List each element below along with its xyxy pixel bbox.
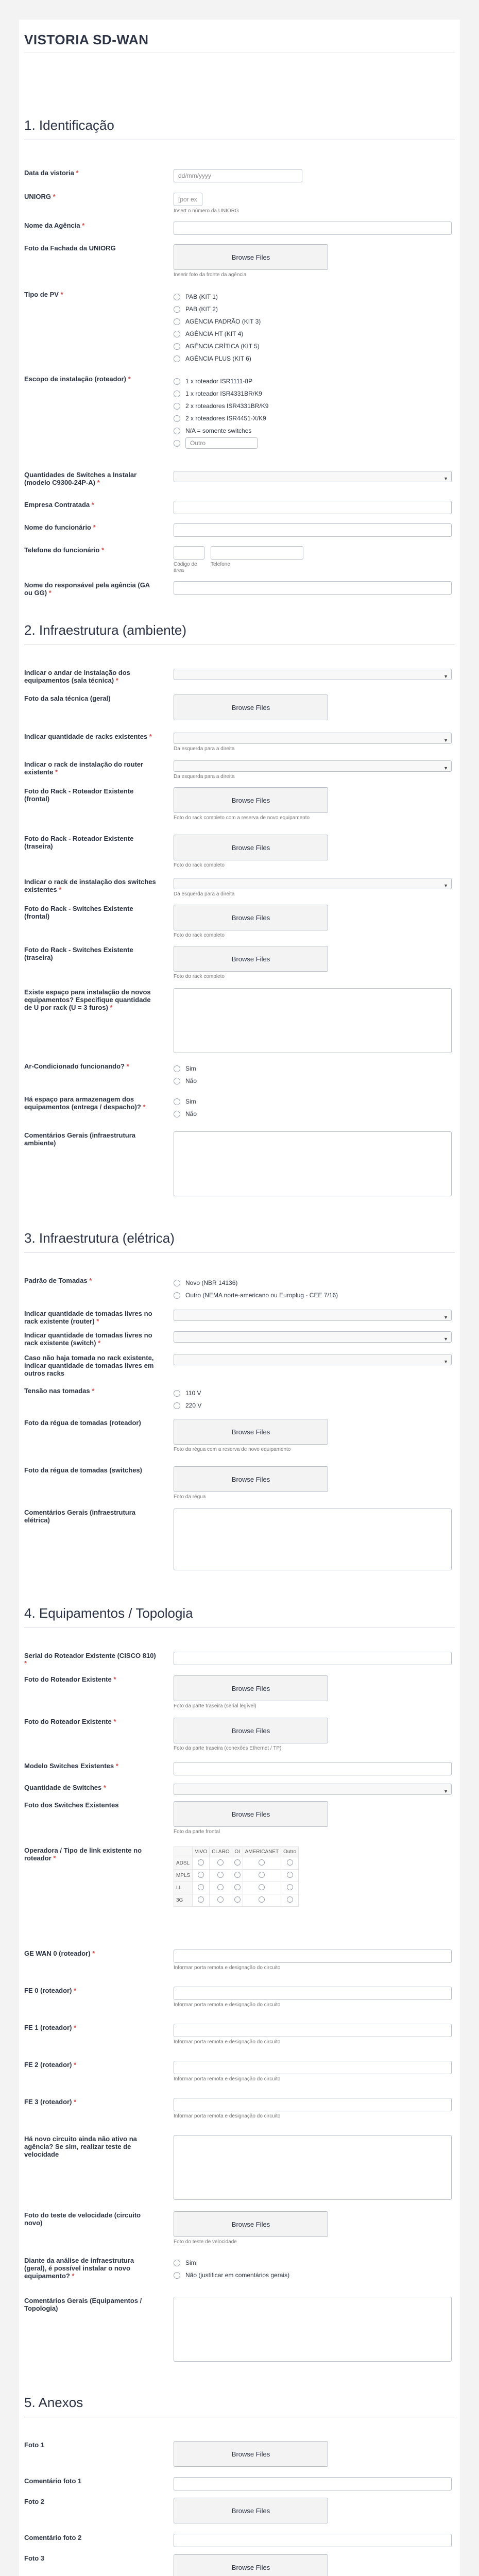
radio-option[interactable]: 220 V xyxy=(174,1399,452,1412)
label: Telefone do funcionário xyxy=(24,546,100,554)
radio-option[interactable]: Não xyxy=(174,1075,452,1087)
espaco-textarea[interactable] xyxy=(174,988,452,1053)
chevron-down-icon: ▼ xyxy=(443,674,448,679)
form-title: VISTORIA SD-WAN xyxy=(24,32,149,47)
label: Comentários Gerais (Equipamentos / Topologia) xyxy=(24,2297,142,2312)
radio-option[interactable]: Outro (NEMA norte-americano ou Europlug - CEE 7/16) xyxy=(174,1289,452,1301)
browse-files-button[interactable]: Browse Files xyxy=(174,1419,328,1445)
matrix-radio[interactable] xyxy=(287,1859,293,1866)
matrix-radio[interactable] xyxy=(198,1859,204,1866)
sublabel: Foto do teste de velocidade xyxy=(174,2239,237,2245)
label: Comentários Gerais (infraestrutura elétrica) xyxy=(24,1509,136,1524)
label: Foto do Rack - Switches Existente (frontal) xyxy=(24,905,133,920)
chevron-down-icon: ▼ xyxy=(443,766,448,771)
radio-option[interactable]: PAB (KIT 1) xyxy=(174,291,452,303)
label: Diante da análise de infraestrutura (geral), é possível instalar o novo equipamento? xyxy=(24,2257,134,2280)
label: Tipo de PV xyxy=(24,291,59,298)
label: Escopo de instalação (roteador) xyxy=(24,375,126,383)
required-star: * xyxy=(110,1004,113,1011)
section-infra-ambiente xyxy=(24,622,455,645)
label: Nome do responsável pela agência (GA ou GG) xyxy=(24,581,150,597)
radio-circle[interactable] xyxy=(174,306,180,313)
label: Foto do Roteador Existente xyxy=(24,1718,112,1725)
browse-files-button[interactable]: Browse Files xyxy=(174,1466,328,1492)
required-star: * xyxy=(92,1950,95,1957)
label: Comentários Gerais (infraestrutura ambiente) xyxy=(24,1131,136,1147)
select-dropdown[interactable] xyxy=(174,733,452,744)
section-anexos xyxy=(24,2395,455,2417)
radio-circle[interactable] xyxy=(174,1390,180,1397)
label: Ar-Condicionado funcionando? xyxy=(24,1062,125,1070)
section-title: 3. Infraestrutura (elétrica) xyxy=(24,1230,455,1253)
sublabel: Da esquerda para a direita xyxy=(174,774,235,779)
chevron-down-icon: ▼ xyxy=(443,1789,448,1794)
matrix-row-header: LL xyxy=(174,1882,193,1894)
label: Comentário foto 1 xyxy=(24,2477,82,2485)
label: UNIORG xyxy=(24,193,51,200)
required-star: * xyxy=(72,2272,75,2280)
matrix-radio[interactable] xyxy=(217,1859,224,1866)
required-star: * xyxy=(103,1784,106,1791)
label: Indicar quantidade de tomadas livres no rack existente (switch) xyxy=(24,1331,152,1347)
radio-option[interactable]: 1 x roteador ISR1111-8P xyxy=(174,375,452,387)
sublabel: Código de área xyxy=(174,562,197,573)
section-identificacao xyxy=(24,117,455,140)
label: Quantidades de Switches a Instalar (modelo C9300-24P-A) xyxy=(24,471,137,486)
comentario-input[interactable] xyxy=(174,2534,452,2547)
browse-files-button[interactable]: Browse Files xyxy=(174,1718,328,1743)
browse-files-button[interactable]: Browse Files xyxy=(174,2498,328,2523)
browse-files-button[interactable]: Browse Files xyxy=(174,946,328,972)
matrix-radio[interactable] xyxy=(198,1872,204,1878)
sublabel: Foto da régua xyxy=(174,1494,206,1500)
label: Indicar quantidade de tomadas livres no rack existente (router) xyxy=(24,1310,152,1325)
radio-option[interactable]: AGÊNCIA PLUS (KIT 6) xyxy=(174,352,452,365)
required-star: * xyxy=(128,375,131,383)
matrix-radio[interactable] xyxy=(234,1884,241,1890)
sublabel: Foto da parte traseira (serial legível) xyxy=(174,1703,256,1709)
required-star: * xyxy=(113,1675,116,1683)
radio-option[interactable]: AGÊNCIA HT (KIT 4) xyxy=(174,328,452,340)
radio-circle[interactable] xyxy=(174,1078,180,1084)
sublabel: Foto do rack completo xyxy=(174,933,225,938)
required-star: * xyxy=(126,1062,129,1070)
label: Foto 1 xyxy=(24,2441,44,2449)
radio-circle[interactable] xyxy=(174,2260,180,2266)
required-star: * xyxy=(60,291,63,298)
sublabel: Informar porta remota e designação do circuito xyxy=(174,2039,281,2045)
label: Foto da sala técnica (geral) xyxy=(24,694,111,702)
comentario-input[interactable] xyxy=(174,2477,452,2490)
select-dropdown[interactable] xyxy=(174,1310,452,1321)
funcionario-input[interactable] xyxy=(174,523,452,537)
section-title: 4. Equipamentos / Topologia xyxy=(24,1605,455,1628)
required-star: * xyxy=(113,1718,116,1725)
chevron-down-icon: ▼ xyxy=(443,1315,448,1320)
label: Nome do funcionário xyxy=(24,523,91,531)
radio-option[interactable]: 1 x roteador ISR4331BR/K9 xyxy=(174,387,452,400)
required-star: * xyxy=(59,886,62,893)
comentarios-textarea[interactable] xyxy=(174,2297,452,2362)
label: Foto do teste de velocidade (circuito novo) xyxy=(24,2211,141,2227)
matrix-radio[interactable] xyxy=(234,1859,241,1866)
radio-option[interactable]: N/A = somente switches xyxy=(174,425,452,437)
required-star: * xyxy=(24,1659,27,1667)
matrix-radio[interactable] xyxy=(287,1896,293,1903)
chevron-down-icon: ▼ xyxy=(443,883,448,888)
label: Indicar o andar de instalação dos equipamentos (sala técnica) xyxy=(24,669,130,684)
required-star: * xyxy=(82,222,85,229)
uniorg-input[interactable]: [por ex xyxy=(174,193,202,206)
required-star: * xyxy=(89,1277,92,1284)
sublabel: Foto da parte frontal xyxy=(174,1829,220,1835)
matrix-radio[interactable] xyxy=(259,1884,265,1890)
required-star: * xyxy=(91,501,94,509)
label: Tensão nas tomadas xyxy=(24,1387,90,1395)
radio-circle[interactable] xyxy=(174,343,180,350)
required-star: * xyxy=(149,733,152,740)
radio-circle[interactable] xyxy=(174,1065,180,1072)
sublabel: Inserir foto da fronte da agência xyxy=(174,272,247,278)
fe0-input[interactable] xyxy=(174,1987,452,2000)
chevron-down-icon: ▼ xyxy=(443,1359,448,1364)
required-star: * xyxy=(93,523,96,531)
matrix-row-header: MPLS xyxy=(174,1870,193,1882)
radio-option[interactable]: Novo (NBR 14136) xyxy=(174,1277,452,1289)
required-star: * xyxy=(55,768,58,776)
label: FE 0 (roteador) xyxy=(24,1987,72,1994)
label: Nome da Agência xyxy=(24,222,80,229)
browse-files-button[interactable]: Browse Files xyxy=(174,787,328,813)
required-star: * xyxy=(74,2061,77,2069)
matrix-col-header: CLARO xyxy=(210,1847,232,1857)
radio-circle[interactable] xyxy=(174,378,180,385)
sublabel: Foto do rack completo xyxy=(174,974,225,979)
matrix-radio[interactable] xyxy=(287,1872,293,1878)
matrix-radio[interactable] xyxy=(198,1884,204,1890)
section-title: 2. Infraestrutura (ambiente) xyxy=(24,622,455,645)
radio-circle[interactable] xyxy=(174,428,180,434)
empresa-input[interactable] xyxy=(174,501,452,514)
section-title: 1. Identificação xyxy=(24,117,455,140)
chevron-down-icon: ▼ xyxy=(443,476,448,481)
label: GE WAN 0 (roteador) xyxy=(24,1950,91,1957)
required-star: * xyxy=(53,193,56,200)
matrix-radio[interactable] xyxy=(259,1859,265,1866)
matrix-radio[interactable] xyxy=(217,1896,224,1903)
required-star: * xyxy=(96,1317,99,1325)
required-star: * xyxy=(76,169,79,177)
select-dropdown[interactable] xyxy=(174,471,452,482)
matrix-radio[interactable] xyxy=(234,1872,241,1878)
phone-input[interactable] xyxy=(211,546,303,560)
label: Foto do Rack - Switches Existente (traseira) xyxy=(24,946,133,961)
label: Indicar quantidade de racks existentes xyxy=(24,733,148,740)
radio-option[interactable]: Sim xyxy=(174,2257,452,2269)
radio-option[interactable]: 110 V xyxy=(174,1387,452,1399)
required-star: * xyxy=(97,479,100,486)
radio-option-other[interactable] xyxy=(174,437,452,449)
required-star: * xyxy=(48,589,52,597)
comentarios-textarea[interactable] xyxy=(174,1131,452,1196)
label: Empresa Contratada xyxy=(24,501,90,509)
comentarios-textarea[interactable] xyxy=(174,1509,452,1570)
browse-files-button[interactable]: Browse Files xyxy=(174,1801,328,1827)
matrix-radio[interactable] xyxy=(217,1884,224,1890)
label: FE 3 (roteador) xyxy=(24,2098,72,2106)
sublabel: Foto da régua com a reserva de novo equipamento xyxy=(174,1447,291,1452)
radio-circle[interactable] xyxy=(174,1280,180,1286)
radio-circle[interactable] xyxy=(174,403,180,410)
label: Caso não haja tomada no rack existente, indicar quantidade de tomadas livres em outros racks xyxy=(24,1354,154,1377)
browse-files-button[interactable]: Browse Files xyxy=(174,835,328,860)
select-dropdown[interactable] xyxy=(174,1354,452,1365)
matrix-radio[interactable] xyxy=(259,1872,265,1878)
radio-circle[interactable] xyxy=(174,2272,180,2279)
matrix-radio[interactable] xyxy=(217,1872,224,1878)
radio-circle[interactable] xyxy=(174,415,180,422)
ge-wan0-input[interactable] xyxy=(174,1950,452,1963)
required-star: * xyxy=(115,1762,118,1770)
select-dropdown[interactable] xyxy=(174,1784,452,1795)
label: Foto 2 xyxy=(24,2498,44,2505)
required-star: * xyxy=(74,2024,77,2031)
required-star: * xyxy=(143,1103,146,1111)
responsavel-input[interactable] xyxy=(174,581,452,595)
sublabel: Telefone xyxy=(211,562,230,567)
chevron-down-icon: ▼ xyxy=(443,1336,448,1342)
radio-option[interactable]: 2 x roteadores ISR4331BR/K9 xyxy=(174,400,452,412)
select-dropdown[interactable] xyxy=(174,669,452,680)
section-equipamentos xyxy=(24,1605,455,1628)
browse-files-button[interactable]: Browse Files xyxy=(174,1675,328,1701)
serial-input[interactable] xyxy=(174,1652,452,1665)
sublabel: Informar porta remota e designação do circuito xyxy=(174,2002,281,2008)
label: Foto 3 xyxy=(24,2554,44,2562)
form-container xyxy=(19,20,460,2576)
browse-files-button[interactable]: Browse Files xyxy=(174,244,328,270)
novo-circuito-textarea[interactable] xyxy=(174,2135,452,2200)
browse-files-button[interactable]: Browse Files xyxy=(174,2441,328,2467)
fe2-input[interactable] xyxy=(174,2061,452,2074)
sublabel: Da esquerda para a direita xyxy=(174,746,235,752)
label: Comentário foto 2 xyxy=(24,2534,82,2541)
required-star: * xyxy=(74,1987,77,1994)
operadora-matrix xyxy=(174,1846,299,1907)
date-input[interactable]: dd/mm/yyyy xyxy=(174,169,302,182)
radio-option[interactable]: AGÊNCIA PADRÃO (KIT 3) xyxy=(174,315,452,328)
matrix-col-header: OI xyxy=(232,1847,243,1857)
sublabel: Foto do rack completo com a reserva de novo equipamento xyxy=(174,815,310,821)
fe3-input[interactable] xyxy=(174,2098,452,2111)
label: Foto do Roteador Existente xyxy=(24,1675,112,1683)
browse-files-button[interactable]: Browse Files xyxy=(174,694,328,720)
radio-circle[interactable] xyxy=(174,1111,180,1117)
required-star: * xyxy=(98,1339,101,1347)
chevron-down-icon: ▼ xyxy=(443,738,448,743)
label: Quantidade de Switches xyxy=(24,1784,102,1791)
sublabel: Informar porta remota e designação do circuito xyxy=(174,2076,281,2082)
matrix-col-header: AMERICANET xyxy=(243,1847,281,1857)
radio-option[interactable]: Sim xyxy=(174,1095,452,1108)
radio-option[interactable]: AGÊNCIA CRÍTICA (KIT 5) xyxy=(174,340,452,352)
label: Operadora / Tipo de link existente no roteador xyxy=(24,1846,142,1862)
label: Padrão de Tomadas xyxy=(24,1277,88,1284)
sublabel: Informar porta remota e designação do circuito xyxy=(174,1965,281,1971)
radio-option[interactable]: Sim xyxy=(174,1062,452,1075)
radio-circle[interactable] xyxy=(174,391,180,397)
matrix-radio[interactable] xyxy=(287,1884,293,1890)
required-star: * xyxy=(101,546,105,554)
label: Foto do Rack - Roteador Existente (traseira) xyxy=(24,835,134,850)
radio-circle[interactable] xyxy=(174,355,180,362)
label: Indicar o rack de instalação dos switches existentes xyxy=(24,878,156,893)
required-star: * xyxy=(115,676,118,684)
required-star: * xyxy=(74,2098,77,2106)
radio-option[interactable]: 2 x roteadores ISR4451-X/K9 xyxy=(174,412,452,425)
sublabel: Foto do rack completo xyxy=(174,862,225,868)
section-title: 5. Anexos xyxy=(24,2395,455,2417)
label: FE 1 (roteador) xyxy=(24,2024,72,2031)
label: Foto da régua de tomadas (roteador) xyxy=(24,1419,141,1427)
label: Serial do Roteador Existente (CISCO 810) xyxy=(24,1652,156,1659)
section-infra-eletrica xyxy=(24,1230,455,1253)
select-dropdown[interactable] xyxy=(174,760,452,772)
sublabel: Da esquerda para a direita xyxy=(174,891,235,897)
label: Data da vistoria xyxy=(24,169,74,177)
label: Foto do Rack - Roteador Existente (frontal) xyxy=(24,787,134,803)
browse-files-button[interactable]: Browse Files xyxy=(174,905,328,930)
agencia-input[interactable] xyxy=(174,222,452,235)
radio-circle[interactable] xyxy=(174,294,180,300)
radio-option[interactable]: PAB (KIT 2) xyxy=(174,303,452,315)
matrix-radio[interactable] xyxy=(198,1896,204,1903)
label: Existe espaço para instalação de novos equipamentos? Especifique quantidade de U por rack (U = 3 furos) xyxy=(24,988,151,1011)
required-star: * xyxy=(92,1387,95,1395)
label: Foto da régua de tomadas (switches) xyxy=(24,1466,142,1474)
label: Indicar o rack de instalação do router existente xyxy=(24,760,144,776)
label: FE 2 (roteador) xyxy=(24,2061,72,2069)
browse-files-button[interactable]: Browse Files xyxy=(174,2554,328,2576)
select-dropdown[interactable] xyxy=(174,878,452,889)
radio-circle[interactable] xyxy=(174,318,180,325)
area-code-input[interactable] xyxy=(174,546,204,560)
matrix-corner xyxy=(174,1847,193,1857)
uniorg-sublabel: Insert o número da UNIORG xyxy=(174,208,239,214)
fe1-input[interactable] xyxy=(174,2024,452,2037)
radio-circle[interactable] xyxy=(174,1402,180,1409)
modelo-input[interactable] xyxy=(174,1762,452,1775)
sublabel: Foto da parte traseira (conexões Ethernet / TP) xyxy=(174,1745,282,1751)
radio-circle[interactable] xyxy=(174,440,180,447)
other-input[interactable]: Outro xyxy=(185,437,258,449)
required-star: * xyxy=(53,1854,56,1862)
radio-option[interactable]: Não xyxy=(174,1108,452,1120)
browse-files-button[interactable]: Browse Files xyxy=(174,2211,328,2237)
matrix-row-header: 3G xyxy=(174,1894,193,1907)
label: Há espaço para armazenagem dos equipamentos (entrega / despacho)? xyxy=(24,1095,141,1111)
matrix-radio[interactable] xyxy=(234,1896,241,1903)
label: Foto dos Switches Existentes xyxy=(24,1801,119,1809)
radio-option[interactable]: Não (justificar em comentários gerais) xyxy=(174,2269,452,2281)
radio-circle[interactable] xyxy=(174,1098,180,1105)
matrix-radio[interactable] xyxy=(259,1896,265,1903)
label: Modelo Switches Existentes xyxy=(24,1762,114,1770)
label: Foto da Fachada da UNIORG xyxy=(24,244,116,252)
radio-circle[interactable] xyxy=(174,331,180,337)
select-dropdown[interactable] xyxy=(174,1331,452,1343)
sublabel: Informar porta remota e designação do circuito xyxy=(174,2113,281,2119)
matrix-row-header: ADSL xyxy=(174,1857,193,1870)
matrix-col-header: Outro xyxy=(281,1847,299,1857)
radio-circle[interactable] xyxy=(174,1292,180,1299)
matrix-col-header: VIVO xyxy=(193,1847,210,1857)
label: Há novo circuito ainda não ativo na agência? Se sim, realizar teste de velocidade xyxy=(24,2135,137,2158)
